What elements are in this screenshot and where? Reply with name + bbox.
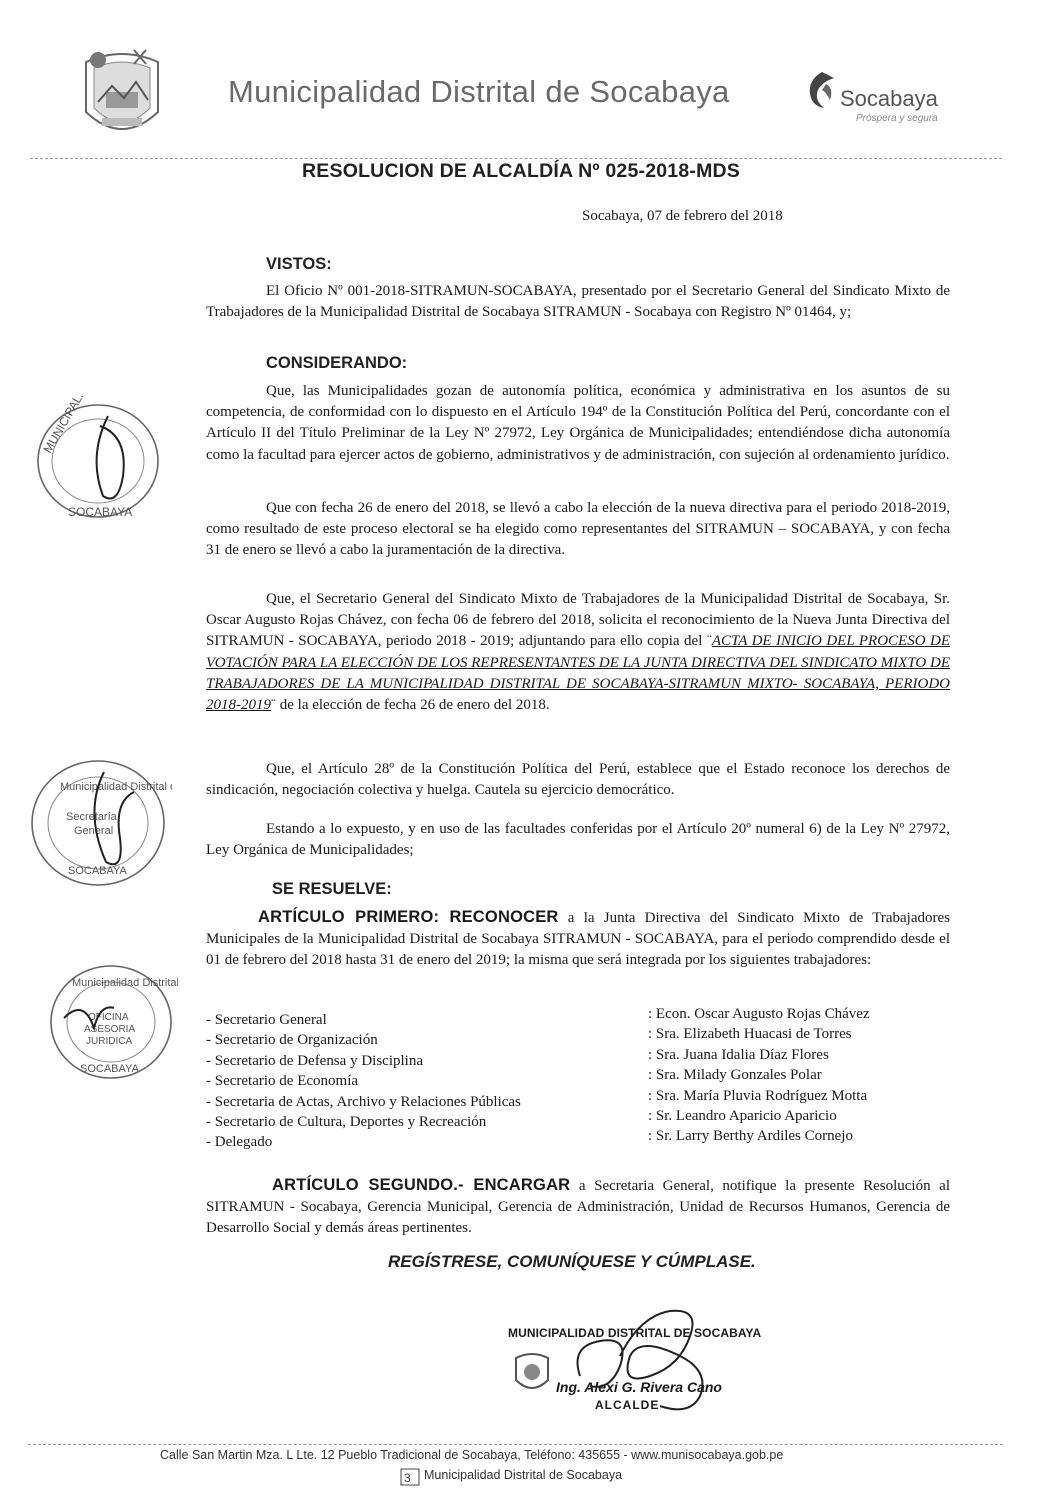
secretaria-general-stamp <box>24 752 172 894</box>
header-divider <box>30 158 1002 159</box>
municipalidad-stamp <box>28 396 168 526</box>
role-item: - Delegado <box>206 1134 273 1151</box>
resolution-title: RESOLUCION DE ALCALDÍA Nº 025-2018-MDS <box>302 160 741 182</box>
articulo-segundo-lead: ARTÍCULO SEGUNDO.- ENCARGAR <box>272 1176 571 1194</box>
member-item: : Sr. Leandro Aparicio Aparicio <box>648 1108 837 1125</box>
acta-reference: ACTA DE INICIO DEL PROCESO DE VOTACIÓN PARA LA ELECCIÓN DE LOS REPRESENTANTES DE LA JUNTA DIRECTIVA DEL SINDICATO MIXTO DE TRABAJADORES DE LA MUNICIPALIDAD DISTRITAL DE SOCABAYA-SITRAMUN MIXTO- SOCABAYA, PERIODO 2018-2019 <box>206 633 950 714</box>
signature-seal-icon <box>510 1350 554 1398</box>
svg-text:Municipalidad Distrital: Municipalidad Distrital <box>72 977 178 989</box>
asesoria-juridica-stamp <box>44 958 178 1086</box>
svg-text:MUNICIPALIDAD: MUNICIPALIDAD <box>40 396 100 456</box>
svg-text:Municipalidad Distrital de: Municipalidad Distrital de <box>60 781 172 793</box>
articulo-primero-text: a la Junta Directiva del Sindicato Mixto de Trabajadores Municipales de la Municipalidad Distrital de Socabaya SITRAMUN - SOCABAYA, para el periodo comprendido desde el 01 de febrero del 2018 hasta 31 de enero del 2019; la misma que será integrada por los siguientes trabajadores: <box>206 910 950 968</box>
signatory-name: Ing. Alexi G. Rivera Cano <box>556 1379 722 1395</box>
member-item: : Sra. Juana Idalia Díaz Flores <box>648 1046 829 1063</box>
svg-text:General: General <box>74 825 114 837</box>
svg-text:SOCABAYA: SOCABAYA <box>68 505 133 519</box>
role-item: - Secretario de Organización <box>206 1032 378 1049</box>
considerando-paragraph-5: Estando a lo expuesto, y en uso de las facultades conferidas por el Artículo 20º numeral 6) de la Ley Nº 27972, Ley Orgánica de Municipalidades; <box>206 821 950 859</box>
svg-text:ASESORIA: ASESORIA <box>84 1024 136 1035</box>
brand-name: Socabaya <box>840 86 938 111</box>
paragraph-3-intro: Que, el Secretario General del Sindicato Mixto de Trabajadores de la Municipalidad Distrital de Socabaya, Sr. Oscar Augusto Rojas Chávez, con fecha 06 de febrero del 2018, solicita el reconocimiento de la Nueva Junta Directiva del SITRAMUN - SOCABAYA, periodo 2018 - 2019; adjuntando para ello copia del ¨ <box>206 591 950 650</box>
signature-institution: MUNICIPALIDAD DISTRITAL DE SOCABAYA <box>508 1326 762 1340</box>
member-item: : Econ. Oscar Augusto Rojas Chávez <box>648 1006 870 1022</box>
svg-text:Secretaría: Secretaría <box>66 811 117 823</box>
paragraph-3-end: ¨ de la elección de fecha 26 de enero del 2018. <box>271 697 550 714</box>
brand-tagline: Próspera y segura <box>856 113 938 124</box>
vistos-heading: VISTOS: <box>266 255 332 273</box>
considerando-paragraph-4: Que, el Artículo 28º de la Constitución Política del Perú, establece que el Estado reconoce los derechos de sindicación, negociación colectiva y huelga. Cautela su ejercicio democrático. <box>206 761 950 799</box>
footer-municipality-name: Municipalidad Distrital de Socabaya <box>424 1468 623 1482</box>
footer-address: Calle San Martin Mza. L Lte. 12 Pueblo Tradicional de Socabaya, Teléfono: 435655 - www.munisocabaya.gob.pe <box>160 1448 784 1462</box>
role-item: - Secretario de Defensa y Disciplina <box>206 1052 423 1069</box>
resolution-date: Socabaya, 07 de febrero del 2018 <box>582 208 783 224</box>
role-item: - Secretario de Cultura, Deportes y Recreación <box>206 1114 487 1131</box>
closing-formula: REGÍSTRESE, COMUNÍQUESE Y CÚMPLASE. <box>388 1252 756 1271</box>
member-item: : Sra. Milady Gonzales Polar <box>648 1067 822 1084</box>
member-item: : Sra. Elizabeth Huacasi de Torres <box>648 1026 852 1043</box>
footer-divider <box>28 1444 1003 1445</box>
articulo-primero-lead: ARTÍCULO PRIMERO: RECONOCER <box>258 908 559 926</box>
signatory-role: ALCALDE <box>595 1398 660 1412</box>
role-item: - Secretario General <box>206 1012 327 1028</box>
considerando-paragraph-2: Que con fecha 26 de enero del 2018, se llevó a cabo la elección de la nueva directiva para el periodo 2018-2019, como resultado de este proceso electoral se ha elegido como representantes del SITRAMUN – SOCABAYA, y con fecha 31 de enero se llevó a cabo la juramentación de la directiva. <box>206 500 950 559</box>
footer-logo-icon <box>400 1468 420 1486</box>
member-item: : Sra. María Pluvia Rodríguez Motta <box>648 1087 868 1104</box>
svg-text:OFICINA: OFICINA <box>88 1012 129 1023</box>
member-item: : Sr. Larry Berthy Ardiles Cornejo <box>648 1128 853 1145</box>
se-resuelve-heading: SE RESUELVE: <box>272 880 392 898</box>
vistos-paragraph: El Oficio Nº 001-2018-SITRAMUN-SOCABAYA, presentado por el Secretario General del Sindicato Mixto de Trabajadores de la Municipalidad Distrital de Socabaya SITRAMUN - Socabaya con Registro Nº 01464, y; <box>206 283 950 321</box>
coat-of-arms-logo <box>72 42 172 152</box>
role-list <box>206 1010 521 1153</box>
articulo-segundo <box>206 1175 950 1239</box>
svg-text:SOCABAYA: SOCABAYA <box>80 1063 139 1075</box>
articulo-segundo-text: a Secretaria General, notifique la presente Resolución al SITRAMUN - Socabaya, Gerencia Municipal, Gerencia de Administración, Unidad de Recursos Humanos, Gerencia de Desarrollo Social y demás áreas pertinentes. <box>206 1178 950 1236</box>
considerando-paragraph-1: Que, las Municipalidades gozan de autonomía política, económica y administrativa en los asuntos de su competencia, de conformidad con lo dispuesto en el Artículo 194º de la Constitución Política del Perú, concordante con el Artículo II del Título Preliminar de la Ley Nº 27972, Ley Orgánica de Municipalidades; entendiéndose dicha autonomía como la facultad para ejercer actos de gobierno, administrativos y de administración, con sujeción al ordenamiento jurídico. <box>206 383 950 463</box>
socabaya-brand-icon <box>804 70 838 110</box>
member-list <box>648 1004 870 1147</box>
svg-text:3: 3 <box>404 1471 411 1485</box>
articulo-primero <box>206 907 950 971</box>
considerando-paragraph-3 <box>206 589 950 716</box>
considerando-heading: CONSIDERANDO: <box>266 354 408 372</box>
role-item: - Secretaria de Actas, Archivo y Relaciones Públicas <box>206 1093 521 1110</box>
svg-text:SOCABAYA: SOCABAYA <box>68 865 127 877</box>
municipality-title: Municipalidad Distrital de Socabaya <box>228 74 730 109</box>
svg-text:JURIDICA: JURIDICA <box>86 1036 133 1047</box>
role-item: - Secretario de Economía <box>206 1073 359 1090</box>
